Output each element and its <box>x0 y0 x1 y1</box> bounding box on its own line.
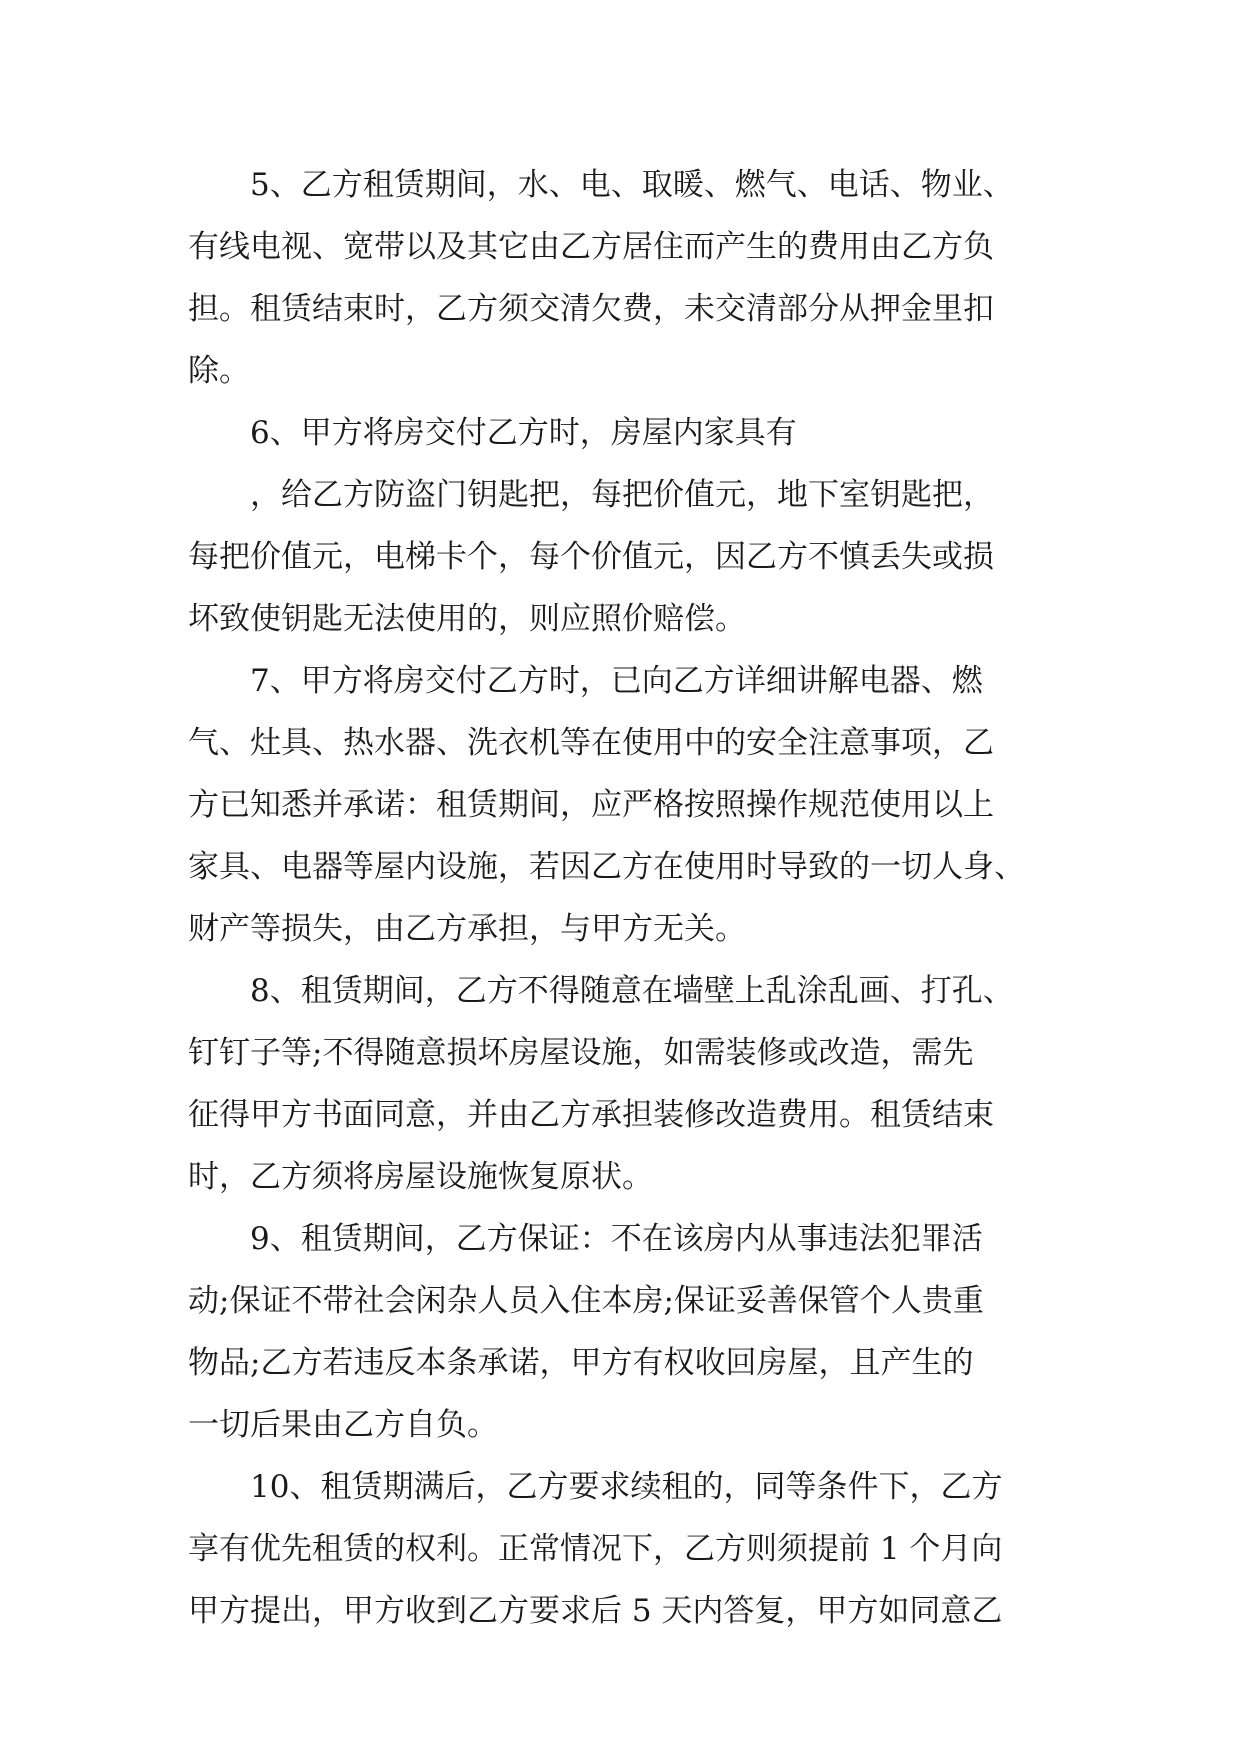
text-line: 每把价值元，电梯卡个，每个价值元，因乙方不慎丢失或损 <box>188 539 994 575</box>
text-line: 一切后果由乙方自负。 <box>188 1407 498 1443</box>
text-line: 享有优先租赁的权利。正常情况下，乙方则须提前 1 个月向 <box>188 1531 1003 1567</box>
text-line: 方已知悉并承诺：租赁期间，应严格按照操作规范使用以上 <box>188 787 994 823</box>
text-line: 9、租赁期间，乙方保证：不在该房内从事违法犯罪活 <box>250 1221 983 1257</box>
text-line: 钉钉子等;不得随意损坏房屋设施，如需装修或改造，需先 <box>188 1035 974 1071</box>
text-line: 有线电视、宽带以及其它由乙方居住而产生的费用由乙方负 <box>188 229 994 265</box>
text-line: 动;保证不带社会闲杂人员入住本房;保证妥善保管个人贵重 <box>188 1283 984 1319</box>
text-line: 8、租赁期间，乙方不得随意在墙壁上乱涂乱画、打孔、 <box>250 973 1014 1009</box>
text-line: 家具、电器等屋内设施，若因乙方在使用时导致的一切人身、 <box>188 849 1025 885</box>
text-line: 10、租赁期满后，乙方要求续租的，同等条件下，乙方 <box>250 1469 1003 1505</box>
text-line: 财产等损失，由乙方承担，与甲方无关。 <box>188 911 746 947</box>
text-line: 气、灶具、热水器、洗衣机等在使用中的安全注意事项，乙 <box>188 725 994 761</box>
text-line: 物品;乙方若违反本条承诺，甲方有权收回房屋，且产生的 <box>188 1345 974 1381</box>
text-line: 除。 <box>188 353 250 389</box>
text-line: 7、甲方将房交付乙方时，已向乙方详细讲解电器、燃 <box>250 663 983 699</box>
text-line: 坏致使钥匙无法使用的，则应照价赔偿。 <box>188 601 746 637</box>
text-line: 担。租赁结束时，乙方须交清欠费，未交清部分从押金里扣 <box>188 291 994 327</box>
text-line: 6、甲方将房交付乙方时，房屋内家具有 <box>250 415 797 451</box>
text-line: 甲方提出，甲方收到乙方要求后 5 天内答复，甲方如同意乙 <box>188 1593 1003 1629</box>
document-body <box>188 154 1058 1642</box>
text-line: 时，乙方须将房屋设施恢复原状。 <box>188 1159 653 1195</box>
text-line: 5、乙方租赁期间，水、电、取暖、燃气、电话、物业、 <box>250 167 1014 203</box>
text-line: 征得甲方书面同意，并由乙方承担装修改造费用。租赁结束 <box>188 1097 994 1133</box>
text-line: ，给乙方防盗门钥匙把，每把价值元，地下室钥匙把， <box>250 477 994 513</box>
